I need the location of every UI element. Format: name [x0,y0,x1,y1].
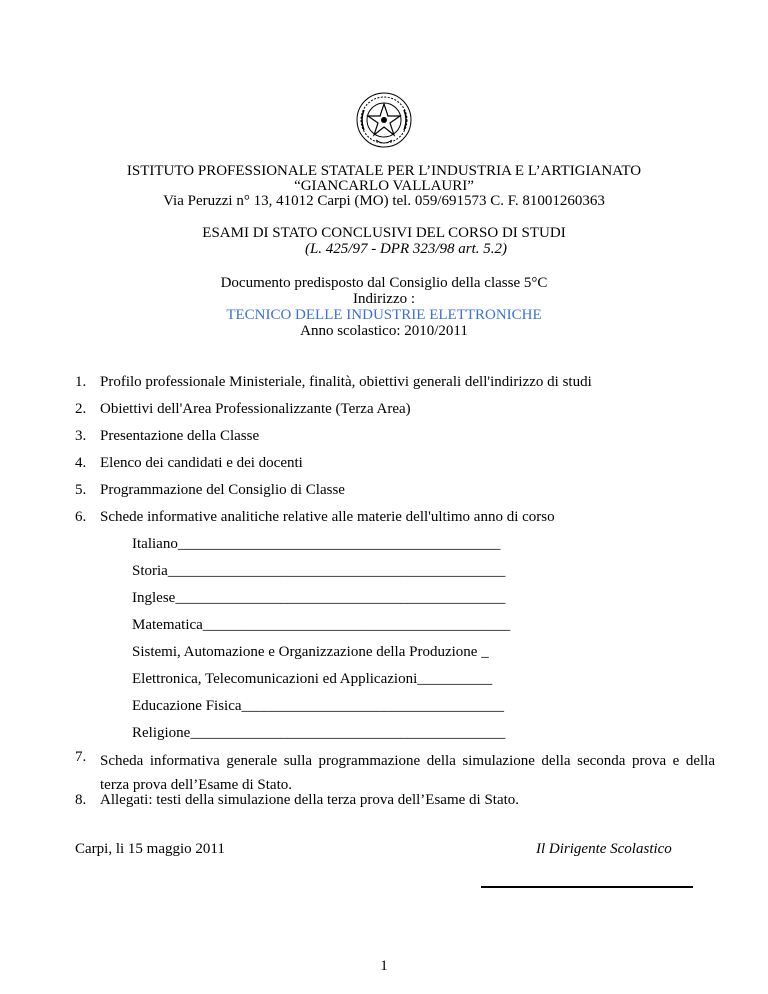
exam-title: ESAMI DI STATO CONCLUSIVI DEL CORSO DI STUDI [202,225,566,241]
indirizzo-label: Indirizzo : [352,291,416,307]
school-year: Anno scolastico: 2010/2011 [300,323,468,339]
list-item: 8. Allegati: testi della simulazione della terza prova dell’Esame di Stato. [75,792,520,808]
list-item: 6. Schede informative analitiche relative alle materie dell'ultimo anno di corso [75,509,555,525]
subject-matematica: Matematica_________________________________________ [132,617,511,633]
document-line: Documento predisposto dal Consiglio della classe 5°C [220,275,548,291]
subject-storia: Storia_____________________________________________ [132,563,506,579]
subject-educazione-fisica: Educazione Fisica___________________________________ [132,698,505,714]
list-item: 3. Presentazione della Classe [75,428,260,444]
indirizzo-value: TECNICO DELLE INDUSTRIE ELETTRONICHE [226,307,542,323]
signature-line [481,886,693,888]
institute-name-line1: ISTITUTO PROFESSIONALE STATALE PER L’INDUSTRIA E L’ARTIGIANATO [126,163,642,179]
list-item: 1. Profilo professionale Ministeriale, finalità, obiettivi generali dell'indirizzo di studi [75,374,592,390]
subject-elettronica: Elettronica, Telecomunicazioni ed Applicazioni__________ [132,671,493,687]
subject-italiano: Italiano___________________________________________ [132,536,501,552]
list-item: 5. Programmazione del Consiglio di Classe [75,482,345,498]
institute-name-line2: “GIANCARLO VALLAURI” [294,178,474,194]
law-reference: (L. 425/97 - DPR 323/98 art. 5.2) [304,241,508,257]
subject-sistemi: Sistemi, Automazione e Organizzazione della Produzione _ [132,644,489,660]
italian-republic-emblem-icon [354,90,414,150]
signature-title: Il Dirigente Scolastico [536,841,672,857]
list-item: 2. Obiettivi dell'Area Professionalizzante (Terza Area) [75,401,411,417]
place-date: Carpi, li 15 maggio 2011 [75,841,225,857]
subject-religione: Religione__________________________________________ [132,725,506,741]
subject-inglese: Inglese____________________________________________ [132,590,506,606]
institute-address: Via Peruzzi n° 13, 41012 Carpi (MO) tel. 059/691573 C. F. 81001260363 [163,193,605,209]
list-item: 7. Scheda informativa generale sulla programmazione della simulazione della seconda prova e della terza prova dell’Esame di Stato. [75,749,715,793]
list-item: 4. Elenco dei candidati e dei docenti [75,455,303,471]
page-number: 1 [380,958,388,974]
contents-list [75,374,715,819]
